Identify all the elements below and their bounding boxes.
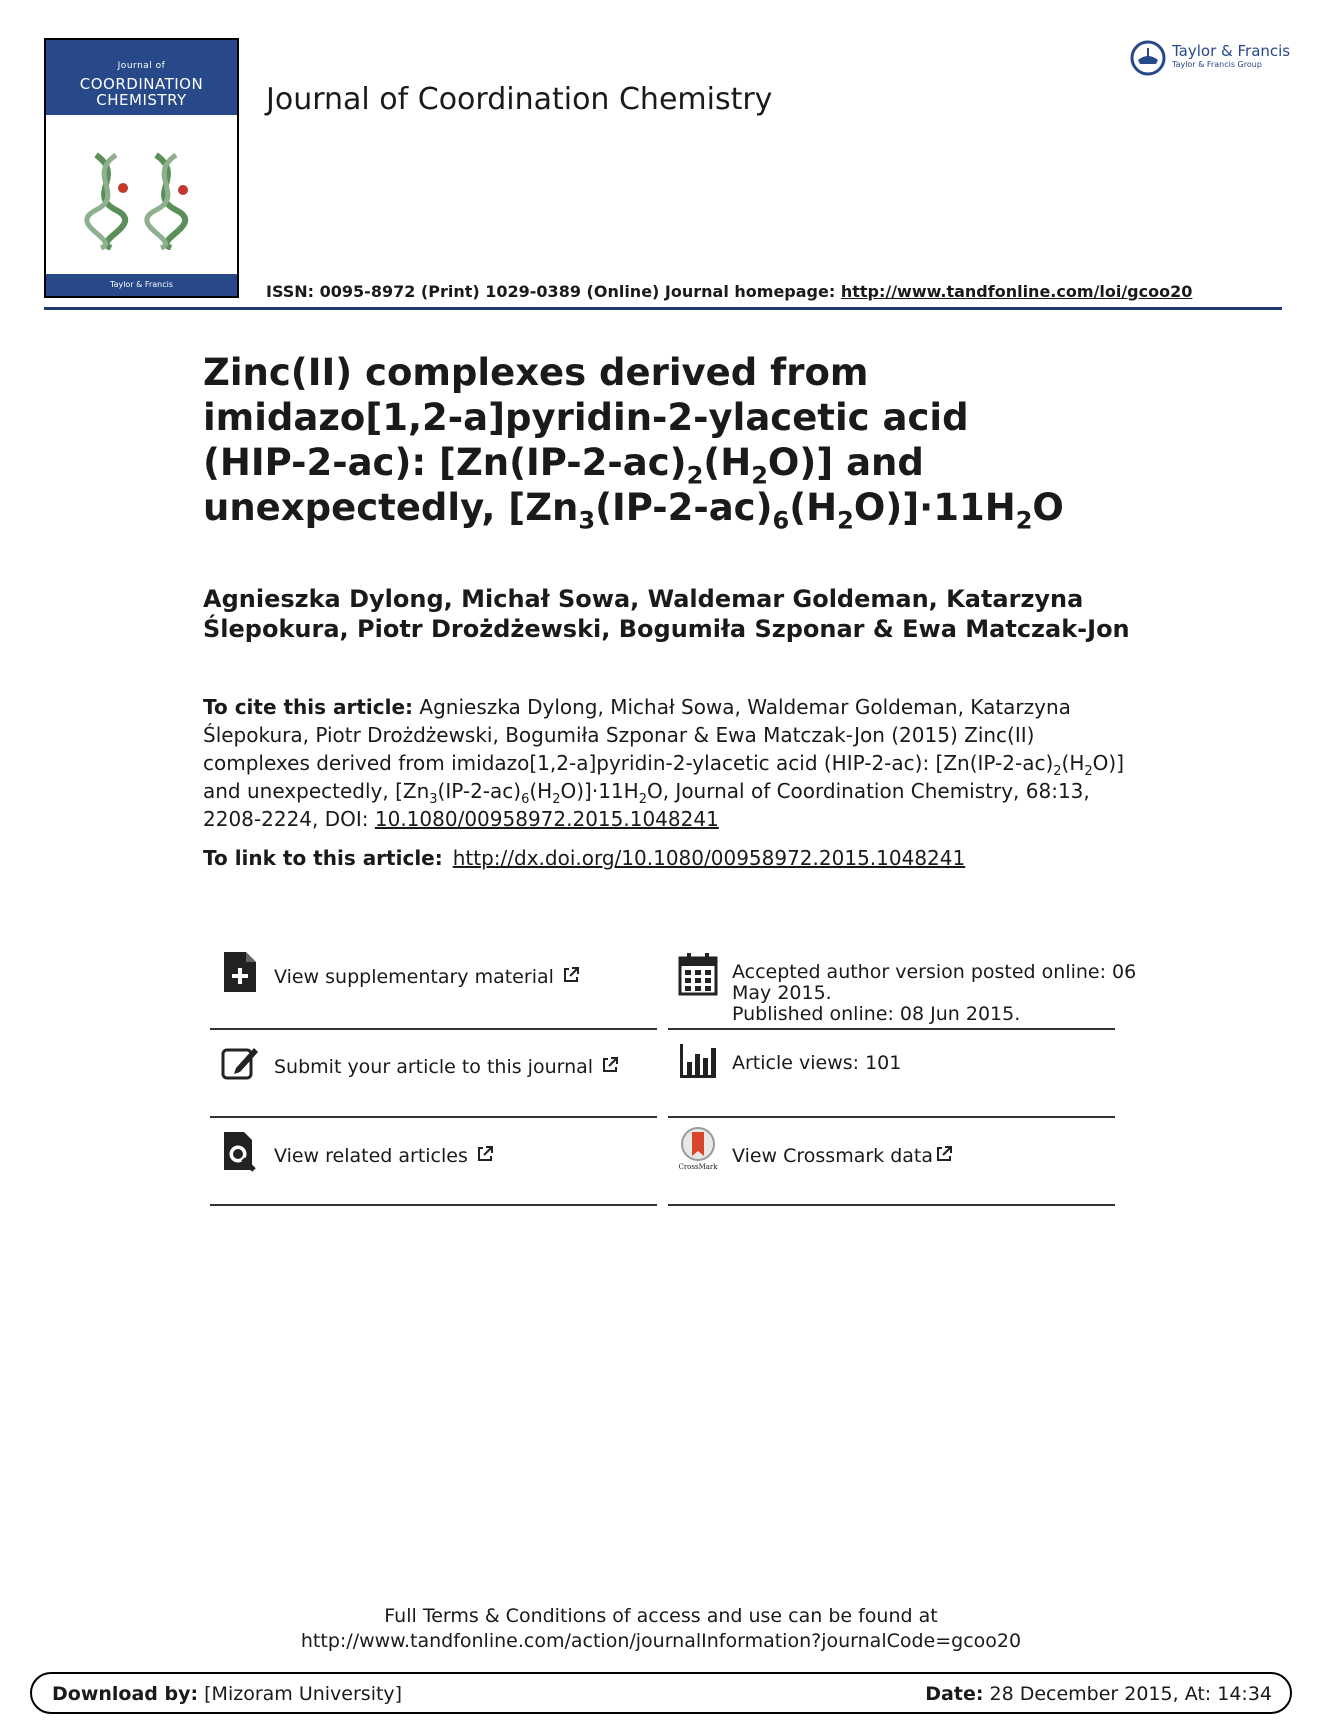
- related-box[interactable]: [210, 1118, 657, 1206]
- terms-url[interactable]: http://www.tandfonline.com/action/journalInformation?journalCode=gcoo20: [300, 1630, 1022, 1652]
- download-info-bar: [30, 1672, 1292, 1714]
- issn-line: ISSN: 0095-8972 (Print) 1029-0389 (Online) Journal homepage: http://www.tandfonline.com/loi/gcoo20: [266, 282, 1193, 301]
- article-doi-url-link[interactable]: http://dx.doi.org/10.1080/00958972.2015.1048241: [452, 846, 966, 870]
- supplementary-box[interactable]: [210, 942, 657, 1030]
- calendar-icon: [678, 952, 718, 996]
- header-rule: [44, 307, 1282, 310]
- terms-notice: Full Terms & Conditions of access and use can be found at http://www.tandfonline.com/action/journalInformation?journalCode=gcoo20: [0, 1604, 1322, 1654]
- cite-label: To cite this article:: [203, 695, 414, 719]
- dna-illustration: [81, 150, 201, 250]
- crossmark-icon: [678, 1126, 718, 1170]
- article-authors: Agnieszka Dylong, Michał Sowa, Waldemar Goldeman, Katarzyna Ślepokura, Piotr Drożdżewski, Bogumiła Szponar & Ewa Matczak-Jon: [203, 585, 1130, 643]
- journal-homepage-link[interactable]: http://www.tandfonline.com/loi/gcoo20: [840, 282, 1193, 301]
- download-by: Download by: [Mizoram University]: [52, 1683, 403, 1705]
- download-date: Date: 28 December 2015, At: 14:34: [925, 1683, 1272, 1705]
- cover-journal-name: Journal of COORDINATION CHEMISTRY: [79, 61, 204, 109]
- bar-chart-icon: [678, 1040, 718, 1084]
- article-views: Article views: 101: [732, 1052, 902, 1074]
- journal-cover-image: [44, 38, 239, 298]
- cover-footer-band: Taylor & Francis: [46, 274, 237, 296]
- publisher-subtitle: Taylor & Francis Group: [1172, 60, 1262, 69]
- file-plus-icon: [220, 950, 260, 994]
- external-link-icon: [562, 966, 580, 984]
- edit-icon: [220, 1042, 260, 1086]
- article-title: Zinc(II) complexes derived from imidazo[1,2-a]pyridin-2-ylacetic acid (HIP-2-ac): $[Zn(IP-2-ac)_2(H_2O)]$ and unexpectedly, $[Zn_3(IP-2-ac)_6(H_2O)]\cdot 11H_2O$: [203, 351, 1064, 535]
- views-box: [668, 1030, 1115, 1118]
- publication-dates: Accepted author version posted online: 06 May 2015. Published online: 08 Jun 2015.: [732, 961, 1137, 1025]
- doi-link[interactable]: 10.1080/00958972.2015.1048241: [374, 807, 719, 831]
- related-articles-link[interactable]: View related articles: [274, 1145, 494, 1167]
- svg-text:CrossMark: CrossMark: [678, 1163, 718, 1170]
- publisher-name: Taylor & Francis: [1172, 42, 1291, 60]
- external-link-icon: [476, 1145, 494, 1163]
- crossmark-box[interactable]: [668, 1118, 1115, 1206]
- journal-title[interactable]: Journal of Coordination Chemistry: [266, 82, 773, 117]
- submit-article-link[interactable]: Submit your article to this journal: [274, 1056, 619, 1078]
- search-document-icon: [220, 1130, 260, 1174]
- submit-box[interactable]: [210, 1030, 657, 1118]
- link-label: To link to this article:: [203, 846, 443, 870]
- supplementary-link[interactable]: View supplementary material: [274, 966, 580, 988]
- article-link-line: [203, 846, 965, 870]
- crossmark-link[interactable]: View Crossmark data: [732, 1145, 953, 1167]
- publication-dates-box: [668, 942, 1137, 1030]
- external-link-icon: [601, 1056, 619, 1074]
- citation-block: To cite this article: Agnieszka Dylong, Michał Sowa, Waldemar Goldeman, Katarzyna Ślepokura, Piotr Drożdżewski, Bogumiła Szponar & Ewa Matczak-Jon (2015) Zinc(II) complexes derived from imidazo[1,2-a]pyridin-2-ylacetic acid (HIP-2-ac): $[Zn(IP-2-ac)_2(H_2O)]$ and unexpectedly, $[Zn_3(IP-2-ac)_6(H_2O)]\cdot 11H_2O$, Journal of Coordination Chemistry, 68:13, 2208-2224, DOI: 10.1080/00958972.2015.1048241: [203, 695, 1125, 831]
- external-link-icon: [935, 1145, 953, 1163]
